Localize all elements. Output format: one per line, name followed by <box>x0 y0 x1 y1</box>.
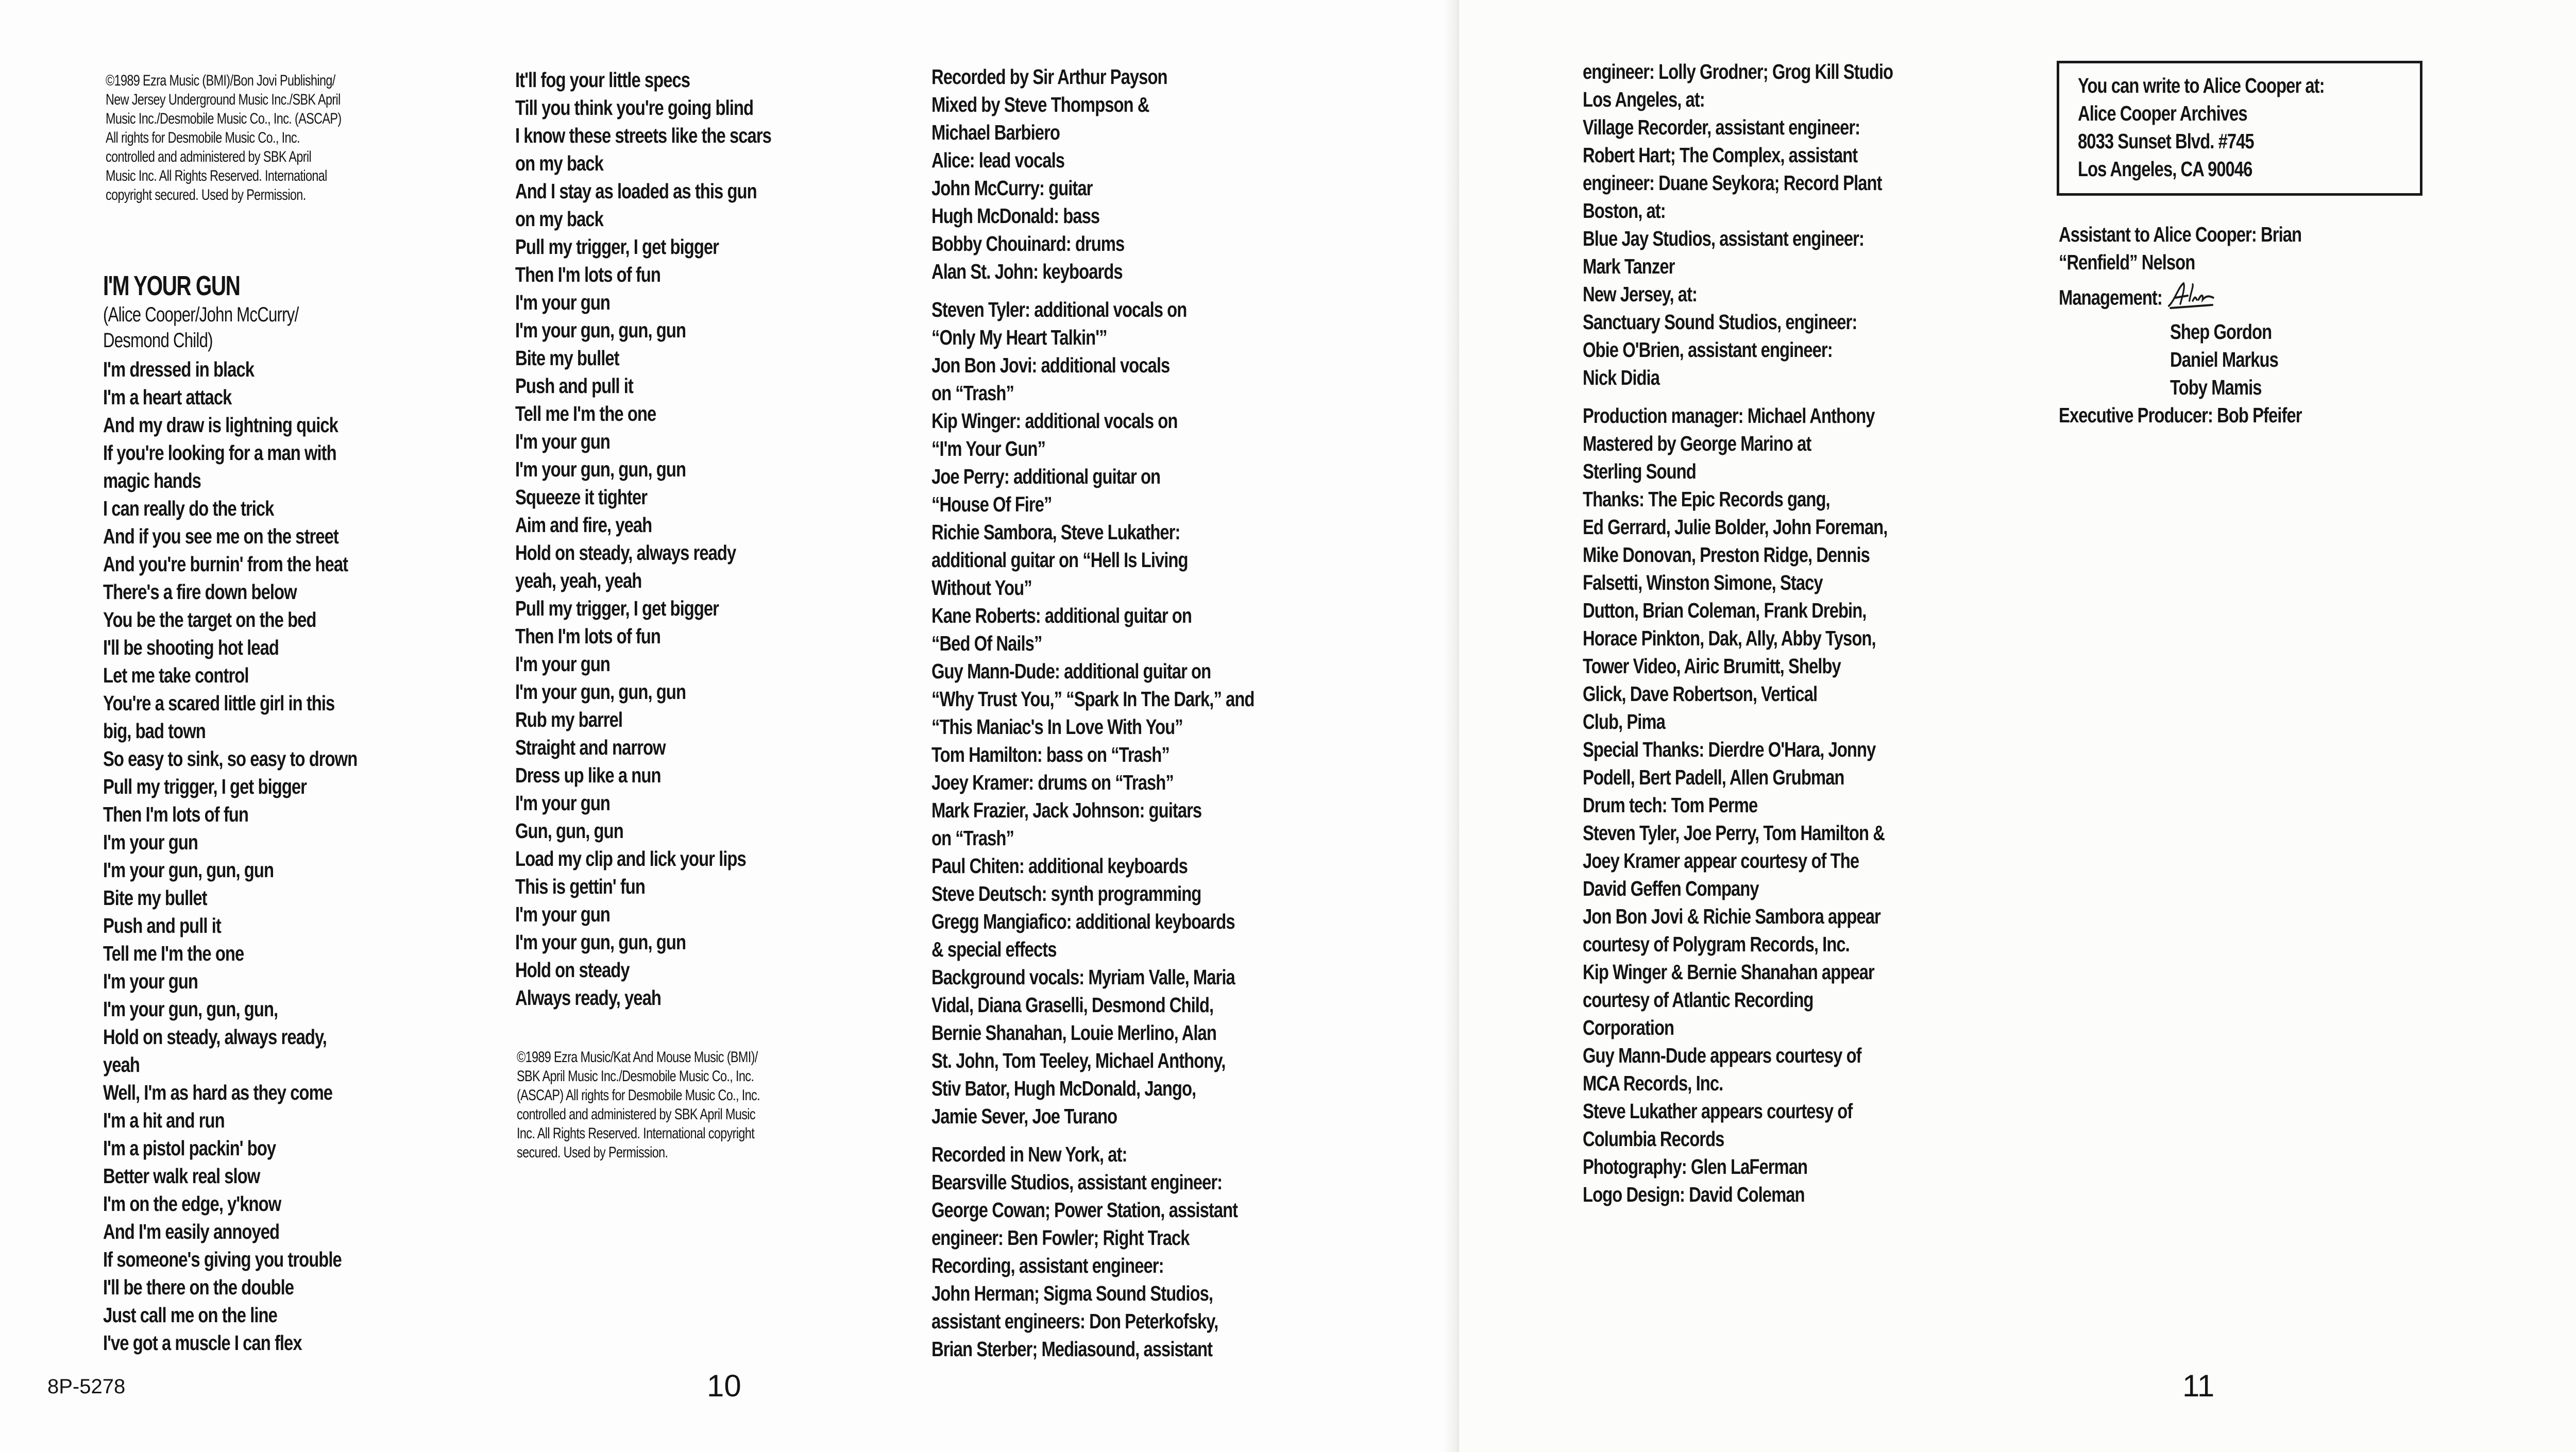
right-page <box>1459 0 2576 1452</box>
lyric-line: yeah, yeah, yeah <box>515 569 642 592</box>
lyric-line: And I stay as loaded as this gun <box>515 179 757 203</box>
fan-mail-address-box <box>2057 61 2422 196</box>
credit-line: Bernie Shanahan, Louie Merlino, Alan <box>931 1021 1216 1045</box>
credit-line: “House Of Fire” <box>931 492 1052 516</box>
copyright-line: copyright secured. Used by Permission. <box>106 186 306 203</box>
lyric-line: I'm on the edge, y'know <box>103 1192 281 1216</box>
credit-line: Mark Tanzer <box>1583 254 1675 278</box>
credit-line: Tom Hamilton: bass on “Trash” <box>931 743 1170 766</box>
copyright-notice-top <box>106 71 342 204</box>
copyright-notice-bottom <box>517 1048 760 1162</box>
credit-line: Nick Didia <box>1583 366 1659 389</box>
lyric-line: And if you see me on the street <box>103 524 338 548</box>
credit-line: Falsetti, Winston Simone, Stacy <box>1583 571 1823 594</box>
credit-line: Paul Chiten: additional keyboards <box>931 854 1188 878</box>
management-label: Management: <box>2059 285 2162 310</box>
credit-line: Ed Gerrard, Julie Bolder, John Foreman, <box>1583 515 1888 539</box>
lyric-line: I can really do the trick <box>103 497 274 520</box>
lyric-line: Tell me I'm the one <box>103 942 244 965</box>
credit-line: “Why Trust You,” “Spark In The Dark,” and <box>931 687 1255 711</box>
credit-line: engineer: Duane Seykora; Record Plant <box>1583 171 1882 195</box>
copyright-line: secured. Used by Permission. <box>517 1144 668 1161</box>
lyric-line: I've got a muscle I can flex <box>103 1331 302 1355</box>
credit-line: New Jersey, at: <box>1583 282 1698 306</box>
lyric-line: It'll fog your little specs <box>515 68 690 92</box>
credit-line: Blue Jay Studios, assistant engineer: <box>1583 227 1864 250</box>
credit-line: “This Maniac's In Love With You” <box>931 715 1183 739</box>
credit-line: Joey Kramer appear courtesy of The <box>1583 849 1859 873</box>
page-number-right: 11 <box>2182 1369 2215 1403</box>
lyric-line: If someone's giving you trouble <box>103 1248 342 1271</box>
lyric-line: Then I'm lots of fun <box>515 263 660 286</box>
lyrics-column-2 <box>515 66 771 1012</box>
credit-line: Alan St. John: keyboards <box>931 260 1123 283</box>
credit-line: Dutton, Brian Coleman, Frank Drebin, <box>1583 599 1867 622</box>
credit-line: Logo Design: David Coleman <box>1583 1183 1805 1206</box>
lyric-line: I'm your gun, gun, gun <box>515 457 686 481</box>
credit-line: on “Trash” <box>931 381 1014 405</box>
lyric-line: Pull my trigger, I get bigger <box>515 596 719 620</box>
credit-line: Joey Kramer: drums on “Trash” <box>931 771 1174 794</box>
credit-line: Photography: Glen LaFerman <box>1583 1155 1808 1178</box>
assistant-line: “Renfield” Nelson <box>2059 250 2195 274</box>
credit-line: Mastered by George Marino at <box>1583 432 1811 455</box>
manager-name: Toby Mamis <box>2170 375 2262 399</box>
lyric-line: And you're burnin' from the heat <box>103 552 348 576</box>
manager-name: Shep Gordon <box>2170 320 2272 344</box>
credit-line: Kane Roberts: additional guitar on <box>931 604 1192 627</box>
credit-line: “Only My Heart Talkin'” <box>931 326 1107 349</box>
credit-line: Bearsville Studios, assistant engineer: <box>931 1170 1223 1194</box>
credit-line: Thanks: The Epic Records gang, <box>1583 487 1830 511</box>
lyric-line: I'm your gun, gun, gun <box>515 318 686 342</box>
credit-line: on “Trash” <box>931 826 1014 850</box>
credit-line: Production manager: Michael Anthony <box>1583 404 1875 428</box>
address-line: You can write to Alice Cooper at: <box>2078 74 2325 97</box>
credit-line: Bobby Chouinard: drums <box>931 232 1125 255</box>
credit-line: Recorded in New York, at: <box>931 1142 1127 1166</box>
lyric-line: This is gettin' fun <box>515 875 645 898</box>
credit-line: Mike Donovan, Preston Ridge, Dennis <box>1583 543 1870 567</box>
lyric-line: You be the target on the bed <box>103 608 316 631</box>
lyric-line: Just call me on the line <box>103 1303 277 1327</box>
credit-line: John McCurry: guitar <box>931 176 1093 200</box>
credit-line: St. John, Tom Teeley, Michael Anthony, <box>931 1049 1226 1072</box>
credit-line: Drum tech: Tom Perme <box>1583 793 1758 817</box>
catalog-number-left: 8P-5278 <box>47 1375 126 1398</box>
credit-line: Brian Sterber; Mediasound, assistant <box>931 1337 1213 1361</box>
credit-line: Steven Tyler, Joe Perry, Tom Hamilton & <box>1583 821 1885 845</box>
lyric-line: I'm your gun <box>103 830 198 854</box>
credit-line: Joe Perry: additional guitar on <box>931 465 1161 488</box>
lyric-line: I'm your gun <box>515 291 610 314</box>
credit-line: Mark Frazier, Jack Johnson: guitars <box>931 798 1202 822</box>
copyright-line: SBK April Music Inc./Desmobile Music Co., Inc. <box>517 1068 754 1085</box>
credit-line: Special Thanks: Dierdre O'Hara, Jonny <box>1583 738 1876 761</box>
copyright-line: (ASCAP) All rights for Desmobile Music Co., Inc. <box>517 1087 760 1104</box>
credit-line: “Bed Of Nails” <box>931 631 1042 655</box>
credit-line: Jamie Sever, Joe Turano <box>931 1104 1117 1128</box>
assistant-line: Assistant to Alice Cooper: Brian <box>2059 223 2302 246</box>
credit-line: Jon Bon Jovi: additional vocals <box>931 353 1170 377</box>
lyric-line: And my draw is lightning quick <box>103 413 338 437</box>
lyric-line: on my back <box>515 151 603 175</box>
address-line: 8033 Sunset Blvd. #745 <box>2078 129 2254 153</box>
credit-line: Stiv Bator, Hugh McDonald, Jango, <box>931 1077 1196 1100</box>
writers-line: (Alice Cooper/John McCurry/ <box>103 303 299 326</box>
credit-line: Hugh McDonald: bass <box>931 204 1100 228</box>
lyrics-column-1 <box>103 355 357 1357</box>
copyright-line: All rights for Desmobile Music Co., Inc. <box>106 129 300 146</box>
lyric-line: Well, I'm as hard as they come <box>103 1081 333 1104</box>
credit-line: Mixed by Steve Thompson & <box>931 93 1149 116</box>
lyric-line: Rub my barrel <box>515 708 623 731</box>
credit-line: David Geffen Company <box>1583 877 1759 900</box>
credit-line: Background vocals: Myriam Valle, Maria <box>931 965 1235 989</box>
credit-line: Los Angeles, at: <box>1583 88 1705 111</box>
lyric-line: Push and pull it <box>103 914 221 937</box>
copyright-line: controlled and administered by SBK April Music <box>517 1106 755 1123</box>
lyric-line: I'm your gun, gun, gun <box>515 680 686 704</box>
credit-line: Robert Hart; The Complex, assistant <box>1583 143 1858 167</box>
credit-line: Tower Video, Airic Brumitt, Shelby <box>1583 654 1841 678</box>
lyric-line: If you're looking for a man with <box>103 441 336 465</box>
executive-producer: Executive Producer: Bob Pfeifer <box>2059 403 2302 427</box>
lyric-line: Better walk real slow <box>103 1164 260 1188</box>
alice-signature-icon <box>2166 280 2216 318</box>
credit-line: Jon Bon Jovi & Richie Sambora appear <box>1583 904 1880 928</box>
credit-line: Alice: lead vocals <box>931 148 1065 172</box>
copyright-line: Music Inc./Desmobile Music Co., Inc. (ASCAP) <box>106 110 342 127</box>
lyric-line: I'm your gun <box>515 902 610 926</box>
credit-line: John Herman; Sigma Sound Studios, <box>931 1282 1213 1305</box>
credit-line: courtesy of Polygram Records, Inc. <box>1583 932 1850 956</box>
credit-line: Steve Lukather appears courtesy of <box>1583 1099 1853 1123</box>
credit-line: engineer: Ben Fowler; Right Track <box>931 1226 1190 1250</box>
credit-line: Kip Winger & Bernie Shanahan appear <box>1583 960 1874 984</box>
lyric-line: Hold on steady <box>515 958 630 982</box>
copyright-line: New Jersey Underground Music Inc./SBK April <box>106 91 341 108</box>
lyric-line: I'm your gun <box>515 652 610 676</box>
lyric-line: Hold on steady, always ready, <box>103 1025 327 1049</box>
copyright-line: ©1989 Ezra Music (BMI)/Bon Jovi Publishing/ <box>106 72 335 89</box>
lyric-line: Squeeze it tighter <box>515 485 648 509</box>
credit-line: courtesy of Atlantic Recording <box>1583 988 1814 1012</box>
credit-line: Richie Sambora, Steve Lukather: <box>931 520 1180 544</box>
credit-line: Vidal, Diana Graselli, Desmond Child, <box>931 993 1214 1017</box>
credit-line: Podell, Bert Padell, Allen Grubman <box>1583 765 1844 789</box>
lyric-line: on my back <box>515 207 603 231</box>
credit-line: Guy Mann-Dude appears courtesy of <box>1583 1044 1861 1067</box>
lyric-line: Bite my bullet <box>103 886 207 910</box>
credit-line: Sterling Sound <box>1583 459 1696 483</box>
copyright-line: Music Inc. All Rights Reserved. International <box>106 167 327 184</box>
credit-line: Glick, Dave Robertson, Vertical <box>1583 682 1818 706</box>
credit-line: engineer: Lolly Grodner; Grog Kill Studio <box>1583 60 1893 83</box>
credit-line: Steve Deutsch: synth programming <box>931 882 1201 906</box>
lyric-line: Bite my bullet <box>515 346 619 370</box>
credits-column-3 <box>931 63 1254 1363</box>
lyric-line: Tell me I'm the one <box>515 402 656 425</box>
lyric-line: Till you think you're going blind <box>515 96 754 119</box>
lyric-line: And I'm easily annoyed <box>103 1220 280 1243</box>
copyright-line: ©1989 Ezra Music/Kat And Mouse Music (BMI)/ <box>517 1049 758 1066</box>
address-line: Alice Cooper Archives <box>2078 101 2247 125</box>
page-number-left: 10 <box>707 1369 741 1403</box>
manager-name: Daniel Markus <box>2170 348 2278 371</box>
credit-line: Guy Mann-Dude: additional guitar on <box>931 659 1211 683</box>
lyric-line: There's a fire down below <box>103 580 297 604</box>
lyric-line: I'm your gun <box>515 430 610 453</box>
lyric-line: magic hands <box>103 469 201 492</box>
credit-line: Michael Barbiero <box>931 121 1060 144</box>
credits-column-4 <box>1583 58 1893 1208</box>
lyric-line: Aim and fire, yeah <box>515 513 652 537</box>
copyright-line: controlled and administered by SBK April <box>106 148 312 165</box>
credit-line: Corporation <box>1583 1016 1674 1039</box>
lyric-line: Let me take control <box>103 663 249 687</box>
credit-line: Gregg Mangiafico: additional keyboards <box>931 910 1235 933</box>
lyric-line: You're a scared little girl in this <box>103 691 335 715</box>
management-credits <box>2059 220 2302 429</box>
copyright-line: Inc. All Rights Reserved. International copyright <box>517 1125 755 1142</box>
lyric-line: I'm your gun <box>103 969 198 993</box>
credit-line: Without You” <box>931 576 1032 600</box>
credit-line: Obie O'Brien, assistant engineer: <box>1583 338 1833 362</box>
credit-line: Club, Pima <box>1583 710 1665 733</box>
lyric-line: I'm your gun, gun, gun, <box>103 997 278 1021</box>
lyric-line: Hold on steady, always ready <box>515 541 736 565</box>
address-text <box>2078 72 2325 183</box>
writers-line: Desmond Child) <box>103 329 213 352</box>
credit-line: Horace Pinkton, Dak, Ally, Abby Tyson, <box>1583 626 1876 650</box>
lyric-line: big, bad town <box>103 719 206 743</box>
lyric-line: I'm dressed in black <box>103 357 255 381</box>
management-row <box>2059 280 2302 318</box>
lyric-line: Straight and narrow <box>515 736 666 759</box>
credit-line: Kip Winger: additional vocals on <box>931 409 1178 433</box>
lyric-line: Pull my trigger, I get bigger <box>103 775 307 798</box>
song-title: I'M YOUR GUN <box>103 270 240 301</box>
lyric-line: I'm a hit and run <box>103 1108 225 1132</box>
lyric-line: Always ready, yeah <box>515 986 661 1010</box>
credit-line: Columbia Records <box>1583 1127 1724 1151</box>
lyric-line: I'll be there on the double <box>103 1275 294 1299</box>
credit-line: Boston, at: <box>1583 199 1666 223</box>
credit-line: Steven Tyler: additional vocals on <box>931 298 1187 321</box>
lyric-line: Push and pull it <box>515 374 633 398</box>
lyric-line: I know these streets like the scars <box>515 124 771 147</box>
credit-line: & special effects <box>931 937 1057 961</box>
credit-line: MCA Records, Inc. <box>1583 1071 1723 1095</box>
lyric-line: Load my clip and lick your lips <box>515 847 746 870</box>
lyric-line: I'll be shooting hot lead <box>103 636 279 659</box>
lyric-line: Then I'm lots of fun <box>103 802 248 826</box>
lyric-line: I'm a heart attack <box>103 385 232 409</box>
lyric-line: Then I'm lots of fun <box>515 624 660 648</box>
lyric-line: I'm your gun, gun, gun <box>103 858 274 882</box>
lyric-line: I'm your gun, gun, gun <box>515 930 686 954</box>
credit-line: assistant engineers: Don Peterkofsky, <box>931 1309 1218 1333</box>
credit-line: “I'm Your Gun” <box>931 437 1045 460</box>
credit-line: additional guitar on “Hell Is Living <box>931 548 1188 572</box>
lyric-line: yeah <box>103 1053 140 1077</box>
lyric-line: Gun, gun, gun <box>515 819 623 843</box>
credit-line: Village Recorder, assistant engineer: <box>1583 115 1860 139</box>
management-names <box>2059 318 2302 401</box>
lyric-line: Pull my trigger, I get bigger <box>515 235 719 259</box>
credit-line: Recording, assistant engineer: <box>931 1254 1164 1277</box>
lyric-line: Dress up like a nun <box>515 763 661 787</box>
credit-line: Sanctuary Sound Studios, engineer: <box>1583 310 1857 334</box>
credit-line: Recorded by Sir Arthur Payson <box>931 65 1167 89</box>
lyric-line: I'm a pistol packin' boy <box>103 1136 276 1160</box>
song-writers <box>103 302 298 353</box>
lyric-line: So easy to sink, so easy to drown <box>103 747 358 771</box>
credit-line: George Cowan; Power Station, assistant <box>931 1198 1238 1222</box>
lyric-line: I'm your gun <box>515 791 610 815</box>
address-line: Los Angeles, CA 90046 <box>2078 157 2252 181</box>
